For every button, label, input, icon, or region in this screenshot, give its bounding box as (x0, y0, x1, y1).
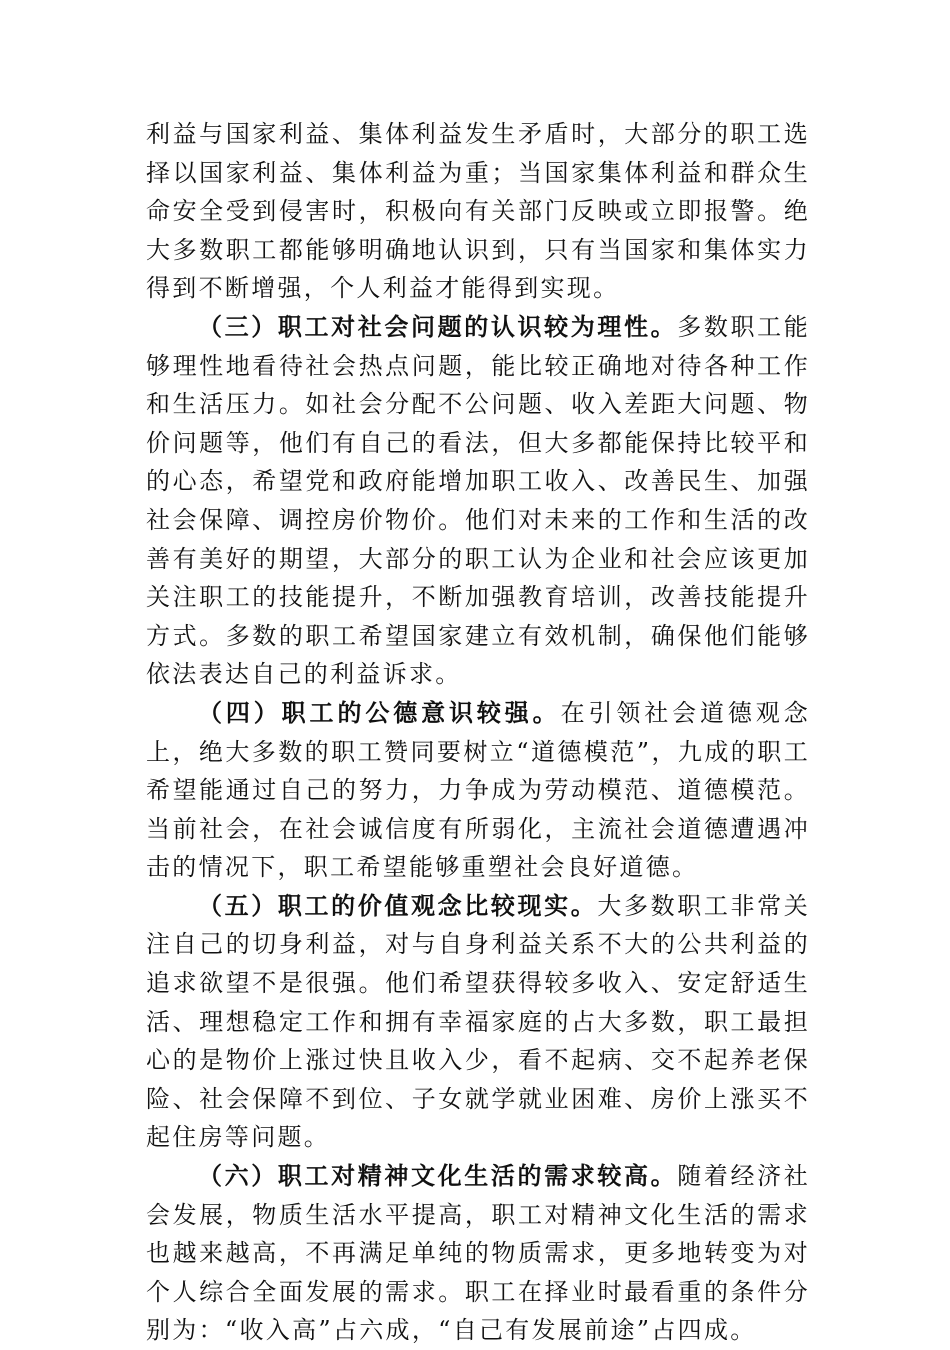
section-heading: （三）职工对社会问题的认识较为理性。 (198, 311, 678, 341)
paragraph-body: 随着经济社会发展，物质生活水平提高，职工对精神文化生活的需求也越来越高，不再满足单纯的物质需求，更多地转变为对个人综合全面发展的需求。职工在择业时最看重的条件分别为：“收入高”占六成，“自己有发展前途”占四成。 (146, 1162, 810, 1345)
paragraph-continuation (146, 115, 810, 308)
paragraph-body: 利益与国家利益、集体利益发生矛盾时，大部分的职工选择以国家利益、集体利益为重；当国家集体利益和群众生命安全受到侵害时，积极向有关部门反映或立即报警。绝大多数职工都能够明确地认识到，只有当国家和集体实力得到不断增强，个人利益才能得到实现。 (146, 120, 810, 303)
section-heading: （五）职工的价值观念比较现实。 (198, 890, 598, 920)
paragraph-section-3 (146, 308, 810, 694)
section-heading: （四）职工的公德意识较强。 (198, 697, 561, 727)
document-body (146, 115, 810, 1350)
paragraph-section-4 (146, 694, 810, 887)
paragraph-body: 在引领社会道德观念上，绝大多数的职工赞同要树立“道德模范”，九成的职工希望能通过自己的努力，力争成为劳动模范、道德模范。当前社会，在社会诚信度有所弱化，主流社会道德遭遇冲击的情况下，职工希望能够重塑社会良好道德。 (146, 698, 810, 882)
paragraph-body: 多数职工能够理性地看待社会热点问题，能比较正确地对待各种工作和生活压力。如社会分配不公问题、收入差距大问题、物价问题等，他们有自己的看法，但大多都能保持比较平和的心态，希望党和政府能增加职工收入、改善民生、加强社会保障、调控房价物价。他们对未来的工作和生活的改善有美好的期望，大部分的职工认为企业和社会应该更加关注职工的技能提升，不断加强教育培训，改善技能提升方式。多数的职工希望国家建立有效机制，确保他们能够依法表达自己的利益诉求。 (146, 312, 810, 689)
paragraph-section-6 (146, 1157, 810, 1350)
paragraph-body: 大多数职工非常关注自己的切身利益，对与自身利益关系不大的公共利益的追求欲望不是很强。他们希望获得较多收入、安定舒适生活、理想稳定工作和拥有幸福家庭的占大多数，职工最担心的是物价上涨过快且收入少，看不起病、交不起养老保险、社会保障不到位、子女就学就业困难、房价上涨买不起住房等问题。 (146, 891, 811, 1152)
paragraph-section-5 (146, 887, 810, 1157)
section-heading: （六）职工对精神文化生活的需求较高。 (198, 1161, 678, 1191)
